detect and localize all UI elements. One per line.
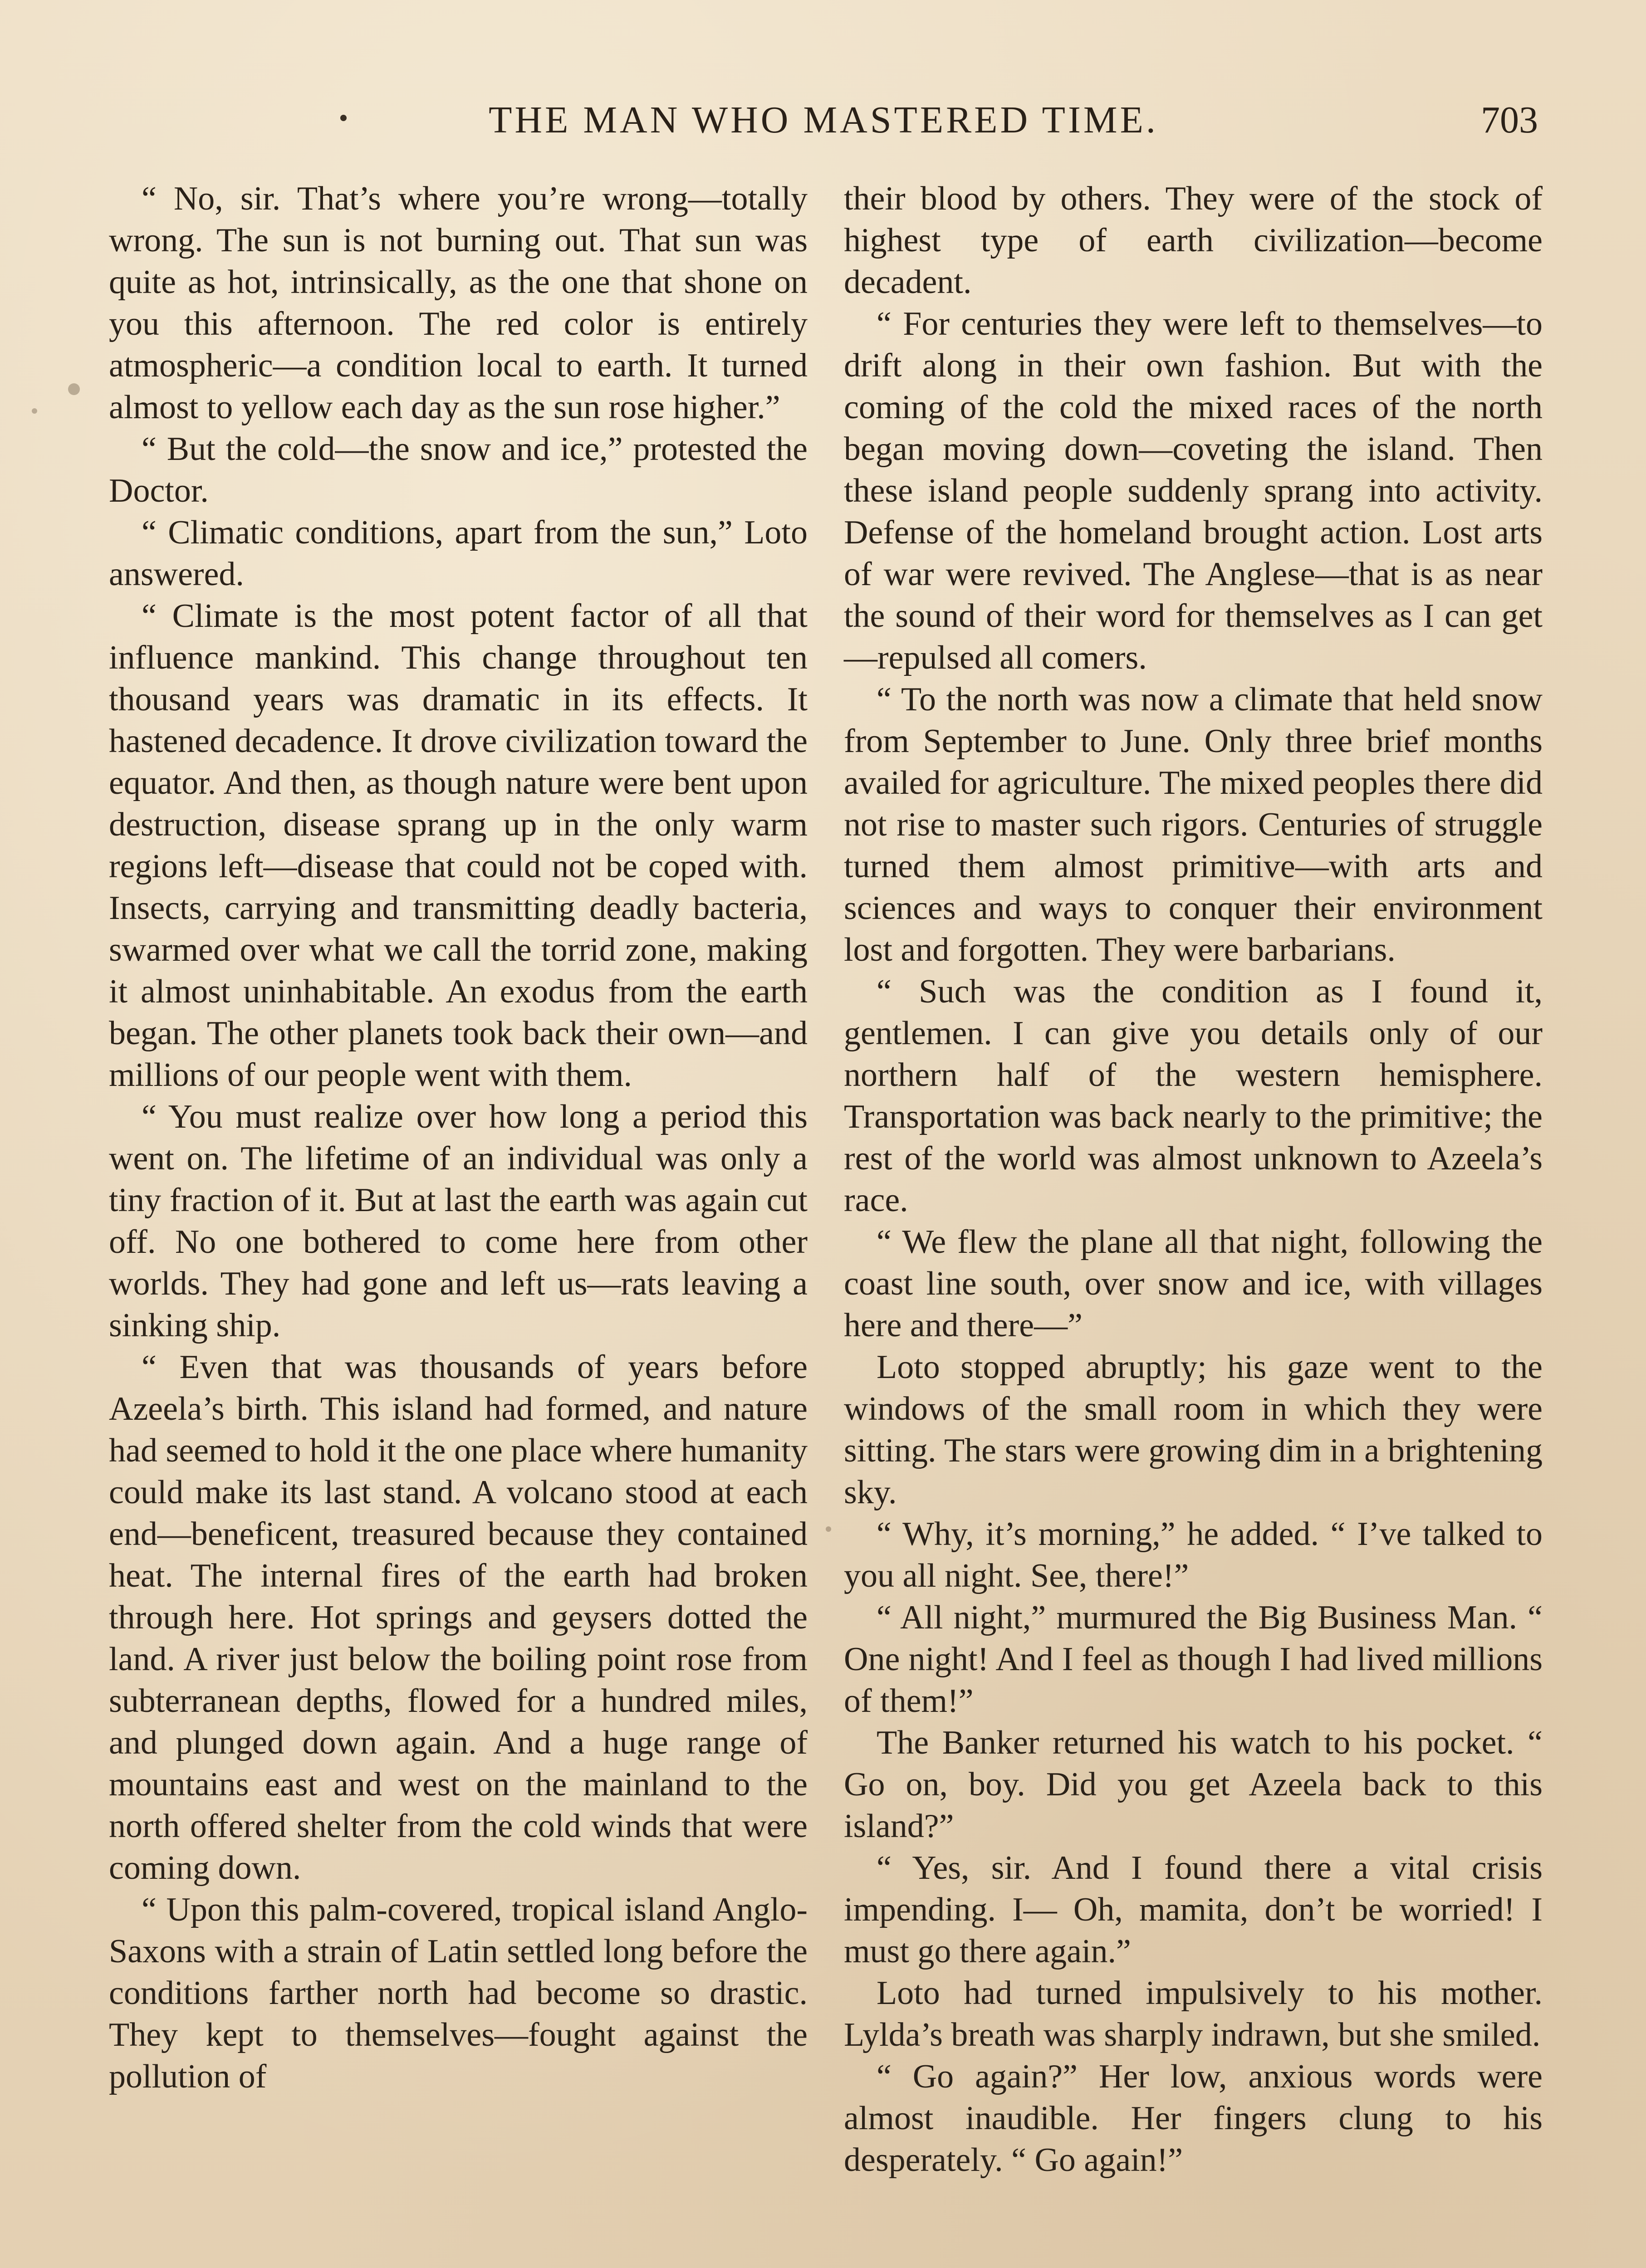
paragraph: “ All night,” murmured the Big Business Man. “ One night! And I feel as though I had lived millions of them!” [844,1599,1543,1720]
page-header [109,93,1538,147]
paragraph: “ Climate is the most potent factor of all that influence mankind. This change throughout ten thousand years was dramatic in its effects. It hastened decadence. It drove civilization toward the equator. And then, as though nature were bent upon destruction, disease sprang up in the only warm regions left—disease that could not be coped with. Insects, carrying and transmitting deadly bacteria, swarmed over what we call the torrid zone, making it almost uninhabitable. An exodus from the earth began. The other planets took back their own—and millions of our people went with them. [109,597,808,1094]
paragraph: “ Why, it’s morning,” he added. “ I’ve talked to you all night. See, there!” [844,1515,1543,1594]
paragraph: “ Yes, sir. And I found there a vital crisis impending. I— Oh, mamita, don’t be worried! I must go there again.” [844,1849,1543,1970]
paragraph: “ For centuries they were left to themselves—to drift along in their own fashion. But with the coming of the cold the mixed races of the north began moving down—coveting the island. Then these island people suddenly sprang into activity. Defense of the homeland brought action. Lost arts of war were revived. The Anglese—that is as near the sound of their word for themselves as I can get—repulsed all comers. [844,305,1543,676]
paragraph: “ But the cold—the snow and ice,” protested the Doctor. [109,430,808,509]
ink-speck [826,1526,831,1532]
paragraph: “ Such was the condition as I found it, gentlemen. I can give you details only of our northern half of the western hemisphere. Transportation was back nearly to the primitive; the rest of the world was almost unknown to Azeela’s race. [844,973,1543,1219]
paragraph: The Banker returned his watch to his pocket. “ Go on, boy. Did you get Azeela back to this island?” [844,1724,1543,1845]
paragraph: their blood by others. They were of the stock of highest type of earth civilization—become decadent. [844,180,1543,301]
paragraph: Loto had turned impulsively to his mother. Lylda’s breath was sharply indrawn, but she smiled. [844,1975,1543,2053]
right-column [844,178,1543,2181]
paragraph: “ You must realize over how long a period this went on. The lifetime of an individual was only a tiny fraction of it. But at last the earth was again cut off. No one bothered to come here from other worlds. They had gone and left us—rats leaving a sinking ship. [109,1098,808,1344]
paragraph: “ No, sir. That’s where you’re wrong—totally wrong. The sun is not burning out. That sun was quite as hot, intrinsically, as the one that shone on you this afternoon. The red color is entirely atmospheric—a condition local to earth. It turned almost to yellow each day as the sun rose higher.” [109,180,808,426]
paragraph: “ Upon this palm-covered, tropical island Anglo-Saxons with a strain of Latin settled long before the conditions farther north had become so drastic. They kept to themselves—fought against the pollution of [109,1891,808,2095]
paragraph: Loto stopped abruptly; his gaze went to the windows of the small room in which they were sitting. The stars were growing dim in a brightening sky. [844,1349,1543,1511]
paragraph: “ Even that was thousands of years before Azeela’s birth. This island had formed, and nature had seemed to hold it the one place where humanity could make its last stand. A volcano stood at each end—beneficent, treasured because they contained heat. The internal fires of the earth had broken through here. Hot springs and geysers dotted the land. A river just below the boiling point rose from subterranean depths, flowed for a hundred miles, and plunged down again. And a huge range of mountains east and west on the mainland to the north offered shelter from the cold winds that were coming down. [109,1349,808,1887]
running-title: THE MAN WHO MASTERED TIME. [489,99,1158,141]
ink-speck [68,383,80,395]
paragraph: “ Climatic conditions, apart from the sun,” Loto answered. [109,514,808,593]
ink-speck [32,408,37,414]
page-number: 703 [1481,99,1538,141]
paragraph: “ We flew the plane all that night, following the coast line south, over snow and ice, with villages here and there—” [844,1223,1543,1344]
paragraph: “ Go again?” Her low, anxious words were almost inaudible. Her fingers clung to his desperately. “ Go again!” [844,2058,1543,2179]
left-column [109,178,808,2097]
paragraph: “ To the north was now a climate that held snow from September to June. Only three brief months availed for agriculture. The mixed peoples there did not rise to master such rigors. Centuries of struggle turned them almost primitive—with arts and sciences and ways to conquer their environment lost and forgotten. They were barbarians. [844,681,1543,968]
